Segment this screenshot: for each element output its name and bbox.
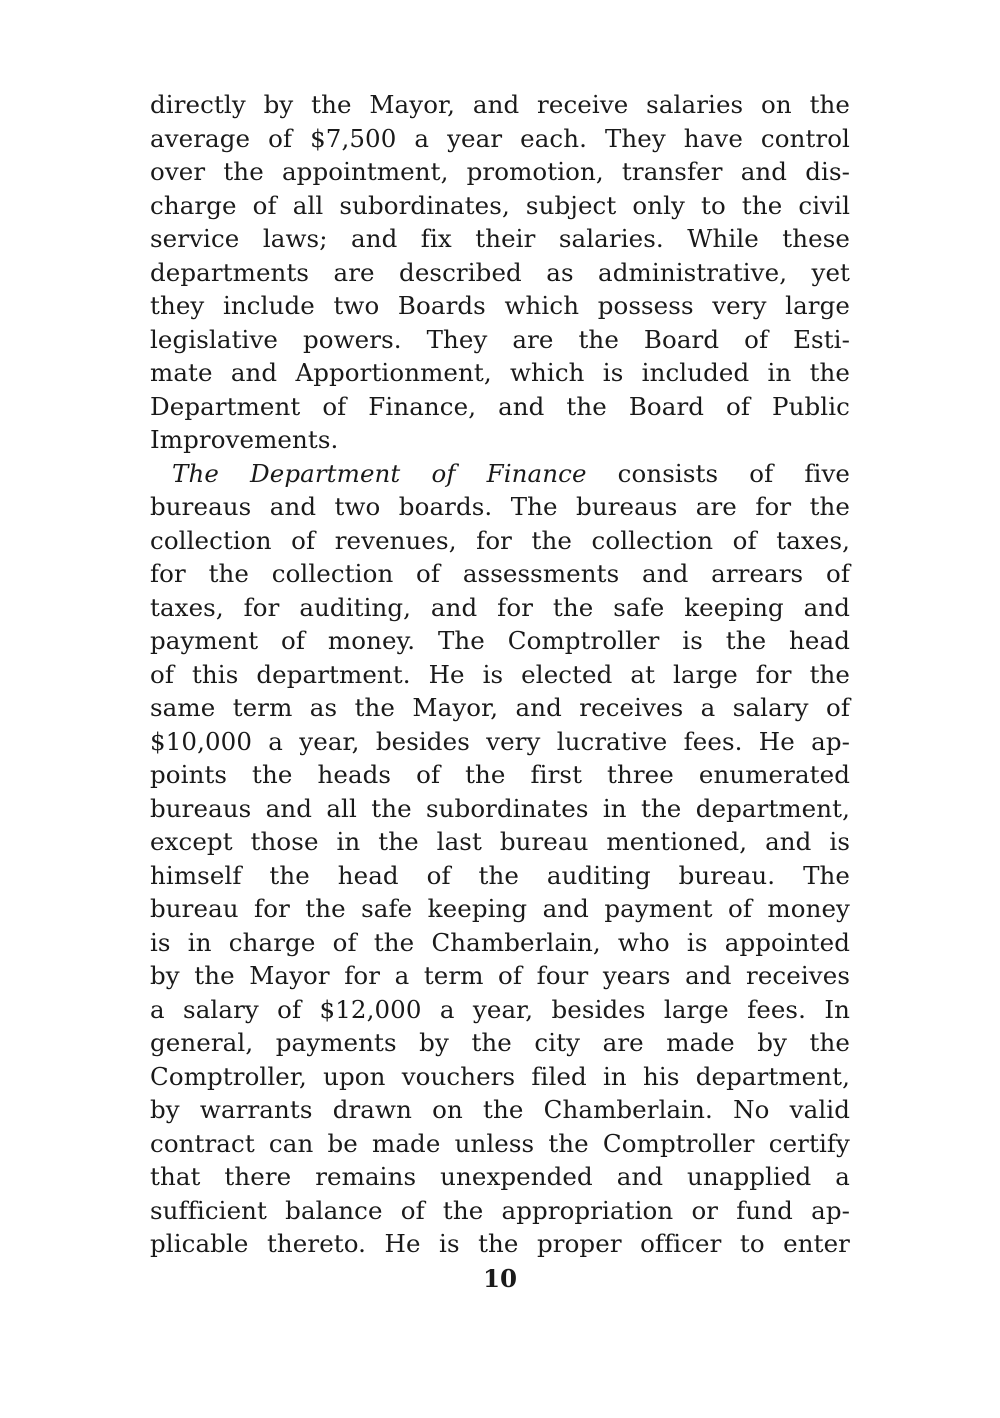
- text-line: over the appointment, promotion, transfer and dis-: [150, 157, 850, 186]
- text-line: payment of money. The Comptroller is the head: [150, 626, 850, 655]
- page-number: 10: [482, 1264, 518, 1293]
- text-line: is in charge of the Chamberlain, who is appointed: [150, 927, 850, 957]
- text-line: taxes, for auditing, and for the safe keeping and: [150, 592, 850, 622]
- text-line: $10,000 a year, besides very lucrative fees. He ap-: [150, 726, 850, 756]
- text-line: by the Mayor for a term of four years and receives: [150, 961, 850, 990]
- text-line: Improvements.: [150, 425, 339, 454]
- text-line: contract can be made unless the Comptroller certify: [150, 1128, 850, 1158]
- text-line: for the collection of assessments and arrears of: [150, 559, 850, 588]
- text-line: points the heads of the first three enumerated: [150, 760, 850, 789]
- text-line: average of $7,500 a year each. They have control: [150, 123, 850, 153]
- text-line: charge of all subordinates, subject only to the civil: [150, 190, 850, 220]
- text-line: except those in the last bureau mentioned, and is: [150, 827, 850, 856]
- text-line: bureaus and two boards. The bureaus are for the: [150, 492, 850, 521]
- text-line: that there remains unexpended and unapplied a: [150, 1162, 850, 1191]
- page-body: [150, 88, 850, 1261]
- text-line: service laws; and fix their salaries. While these: [150, 224, 850, 253]
- text-line: collection of revenues, for the collection of taxes,: [150, 525, 850, 555]
- paragraph-2: [150, 457, 850, 1261]
- text-line: bureaus and all the subordinates in the department,: [150, 793, 850, 823]
- text-line: directly by the Mayor, and receive salaries on the: [150, 90, 850, 119]
- paragraph-1: [150, 88, 850, 457]
- text-line: same term as the Mayor, and receives a salary of: [150, 693, 850, 722]
- paragraph-2-first-line: [150, 457, 850, 491]
- text-line: Comptroller, upon vouchers filed in his department,: [150, 1061, 850, 1091]
- text-line: bureau for the safe keeping and payment of money: [150, 894, 850, 923]
- text-line: departments are described as administrative, yet: [150, 257, 850, 287]
- first-line-rest: consists of five: [617, 458, 851, 488]
- text-line: general, payments by the city are made by the: [150, 1028, 850, 1057]
- section-heading-italic: The Department of Finance: [172, 458, 587, 488]
- text-line: himself the head of the auditing bureau. The: [150, 860, 850, 890]
- text-line: of this department. He is elected at large for the: [150, 659, 850, 689]
- text-line: they include two Boards which possess very large: [150, 291, 850, 320]
- text-line: legislative powers. They are the Board of Esti-: [150, 324, 850, 354]
- text-line: by warrants drawn on the Chamberlain. No valid: [150, 1095, 850, 1124]
- text-line: Department of Finance, and the Board of Public: [150, 391, 850, 421]
- text-line: sufficient balance of the appropriation or fund ap-: [150, 1195, 850, 1225]
- text-line: plicable thereto. He is the proper officer to enter: [150, 1229, 850, 1258]
- text-line: a salary of $12,000 a year, besides large fees. In: [150, 994, 850, 1024]
- text-line: mate and Apportionment, which is included in the: [150, 358, 850, 387]
